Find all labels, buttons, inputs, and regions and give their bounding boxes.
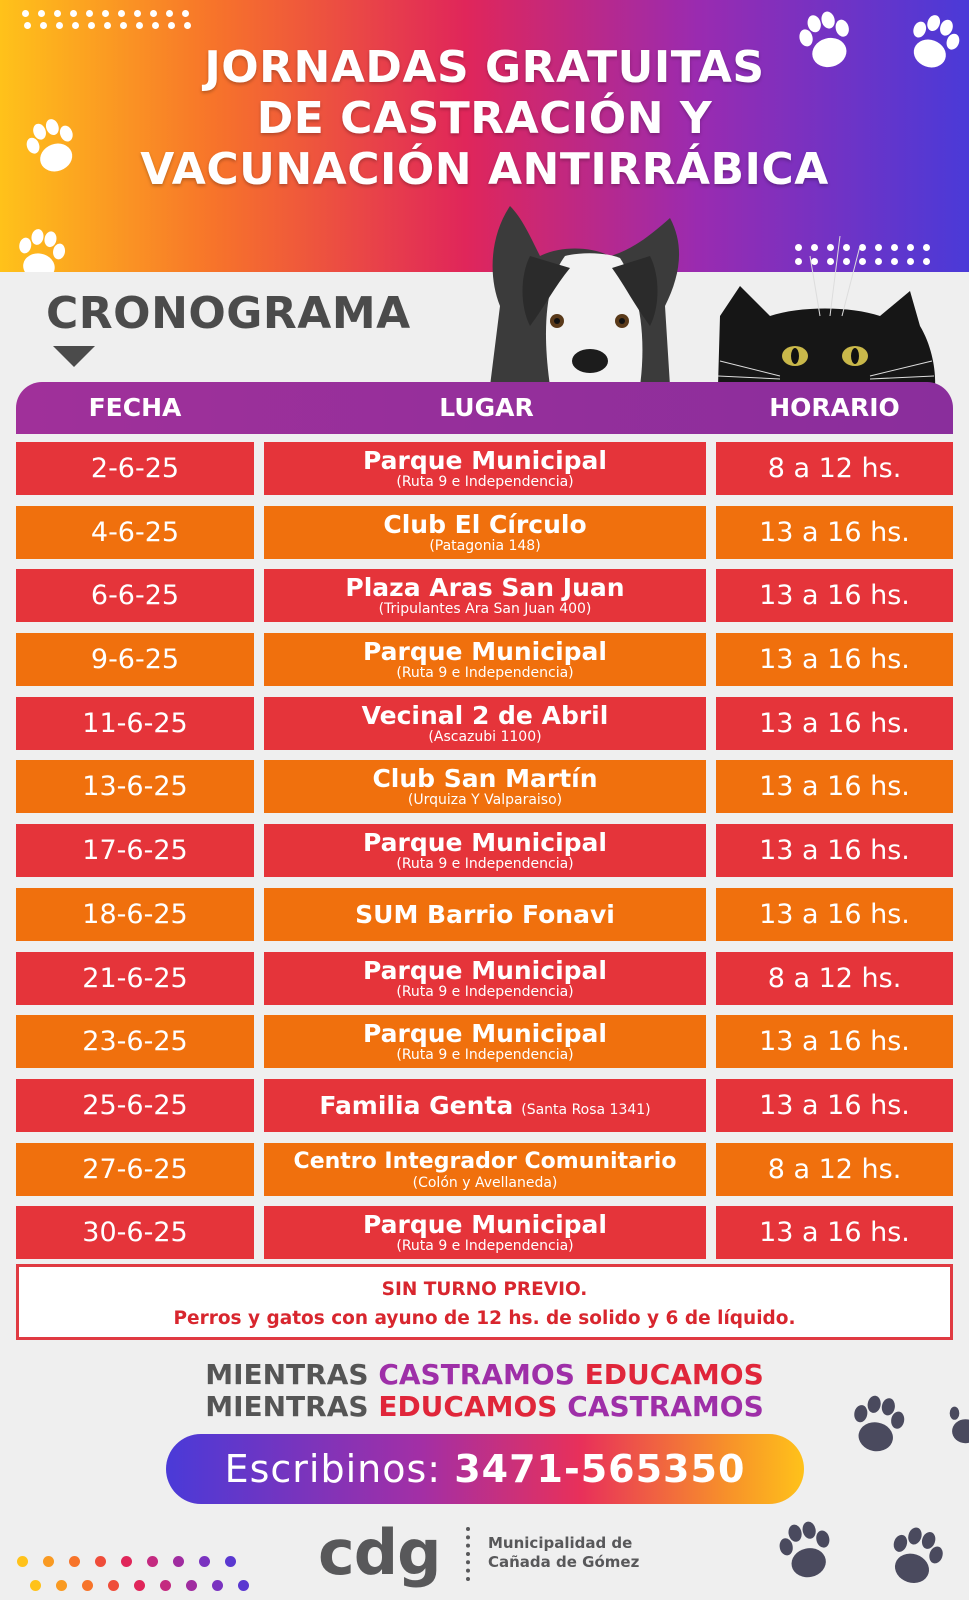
- table-row: [16, 569, 953, 622]
- municipality-line: Municipalidad de: [488, 1534, 633, 1552]
- cell-lugar: [264, 760, 706, 813]
- dog-and-cat-illustration: [470, 196, 940, 386]
- slogan-word: EDUCAMOS: [378, 1390, 558, 1423]
- cell-horario: 13 a 16 hs.: [716, 1015, 953, 1068]
- table-row: [16, 442, 953, 495]
- cell-lugar: [264, 1079, 706, 1132]
- cell-lugar: [264, 888, 706, 941]
- cdg-logo: cdg: [318, 1516, 441, 1589]
- cell-fecha: 17-6-25: [16, 824, 254, 877]
- table-row: [16, 1015, 953, 1068]
- municipality-line: Cañada de Gómez: [488, 1553, 640, 1571]
- place-address: (Ruta 9 e Independencia): [396, 856, 574, 873]
- table-row: [16, 697, 953, 750]
- cell-lugar: [264, 442, 706, 495]
- cell-lugar: [264, 697, 706, 750]
- place-address: (Colón y Avellaneda): [412, 1174, 558, 1191]
- column-header-fecha: FECHA: [88, 393, 182, 422]
- place-name: Parque Municipal: [363, 1019, 607, 1049]
- table-row: [16, 1079, 953, 1132]
- place-address: (Urquiza Y Valparaiso): [407, 792, 563, 809]
- cell-lugar: [264, 952, 706, 1005]
- municipality-name: [488, 1534, 639, 1572]
- slogan-line: [0, 1391, 969, 1423]
- table-row: [16, 633, 953, 686]
- title-line: VACUNACIÓN ANTIRRÁBICA: [140, 144, 829, 195]
- place-name: Parque Municipal: [363, 637, 607, 667]
- place-name: Club San Martín: [372, 764, 598, 794]
- place-name: Plaza Aras San Juan: [345, 573, 625, 603]
- place-inline: [319, 1092, 650, 1119]
- cell-lugar: [264, 633, 706, 686]
- place-address: (Ruta 9 e Independencia): [396, 1238, 574, 1255]
- table-row: [16, 888, 953, 941]
- cell-fecha: 23-6-25: [16, 1015, 254, 1068]
- cell-horario: 13 a 16 hs.: [716, 697, 953, 750]
- cell-horario: 13 a 16 hs.: [716, 888, 953, 941]
- cell-horario: 8 a 12 hs.: [716, 1143, 953, 1196]
- cell-horario: 13 a 16 hs.: [716, 824, 953, 877]
- triangle-down-icon: [53, 346, 95, 367]
- section-title: CRONOGRAMA: [46, 288, 411, 339]
- place-name: Vecinal 2 de Abril: [361, 700, 609, 730]
- cell-fecha: 21-6-25: [16, 952, 254, 1005]
- paw-icon: [940, 1394, 969, 1454]
- cell-horario: 8 a 12 hs.: [716, 952, 953, 1005]
- place-name: Club El Círculo: [383, 509, 587, 539]
- cell-horario: 8 a 12 hs.: [716, 442, 953, 495]
- slogan-word: CASTRAMOS: [567, 1390, 764, 1423]
- place-address: (Santa Rosa 1341): [521, 1101, 651, 1118]
- table-row: [16, 952, 953, 1005]
- slogan-word: EDUCAMOS: [584, 1358, 764, 1391]
- cell-fecha: 4-6-25: [16, 506, 254, 559]
- cell-fecha: 18-6-25: [16, 888, 254, 941]
- place-address: (Patagonia 148): [429, 537, 541, 554]
- schedule-table-body: [16, 442, 953, 1270]
- title-line: DE CASTRACIÓN Y: [256, 93, 713, 144]
- cell-horario: 13 a 16 hs.: [716, 506, 953, 559]
- cell-horario: 13 a 16 hs.: [716, 760, 953, 813]
- place-address: (Ascazubi 1100): [428, 728, 542, 745]
- slogan-word: CASTRAMOS: [378, 1358, 575, 1391]
- cell-fecha: 6-6-25: [16, 569, 254, 622]
- cell-fecha: 25-6-25: [16, 1079, 254, 1132]
- decorative-dots: [24, 22, 191, 29]
- cell-fecha: 9-6-25: [16, 633, 254, 686]
- paw-icon: [880, 1520, 952, 1592]
- table-row: [16, 824, 953, 877]
- place-name: Centro Integrador Comunitario: [293, 1148, 677, 1174]
- cell-fecha: 11-6-25: [16, 697, 254, 750]
- place-name: Parque Municipal: [363, 955, 607, 985]
- cell-fecha: 2-6-25: [16, 442, 254, 495]
- place-address: (Ruta 9 e Independencia): [396, 474, 574, 490]
- paw-icon: [8, 222, 74, 272]
- column-header-lugar: LUGAR: [439, 393, 534, 422]
- column-header-horario: HORARIO: [769, 393, 900, 422]
- place-address: (Ruta 9 e Independencia): [396, 983, 574, 1000]
- place-name: Parque Municipal: [363, 828, 607, 858]
- cell-horario: 13 a 16 hs.: [716, 633, 953, 686]
- paw-icon: [770, 1514, 842, 1586]
- cell-fecha: 27-6-25: [16, 1143, 254, 1196]
- cell-fecha: 13-6-25: [16, 760, 254, 813]
- place-name: Familia Genta: [319, 1090, 514, 1120]
- table-row: [16, 1143, 953, 1196]
- contact-banner[interactable]: [166, 1434, 804, 1504]
- cell-lugar: [264, 1143, 706, 1196]
- cell-horario: 13 a 16 hs.: [716, 569, 953, 622]
- page-title: [0, 42, 969, 195]
- title-line: JORNADAS GRATUITAS: [204, 42, 765, 93]
- table-row: [16, 506, 953, 559]
- dog-image: [490, 206, 679, 386]
- place-address: (Ruta 9 e Independencia): [396, 1047, 574, 1064]
- cat-image: [718, 236, 935, 386]
- place-name: Parque Municipal: [363, 446, 607, 475]
- place-name: SUM Barrio Fonavi: [355, 899, 615, 929]
- slogan-line: [0, 1359, 969, 1391]
- slogan: [0, 1359, 969, 1423]
- slogan-word: MIENTRAS: [205, 1358, 369, 1391]
- slogan-word: MIENTRAS: [205, 1390, 369, 1423]
- cell-fecha: 30-6-25: [16, 1206, 254, 1259]
- cell-lugar: [264, 824, 706, 877]
- table-row: [16, 760, 953, 813]
- notice-line: SIN TURNO PREVIO.: [381, 1279, 588, 1300]
- decorative-dots: [22, 10, 189, 17]
- cell-lugar: [264, 1206, 706, 1259]
- place-address: (Ruta 9 e Independencia): [396, 665, 574, 682]
- cell-lugar: [264, 506, 706, 559]
- cell-lugar: [264, 569, 706, 622]
- place-address: (Tripulantes Ara San Juan 400): [378, 601, 592, 618]
- place-name: Parque Municipal: [363, 1210, 607, 1240]
- paw-icon: [842, 1388, 914, 1460]
- table-row: [16, 1206, 953, 1259]
- notice-line: Perros y gatos con ayuno de 12 hs. de solido y 6 de líquido.: [173, 1308, 796, 1329]
- schedule-table-header: [16, 382, 953, 434]
- notice-box: [16, 1264, 953, 1340]
- contact-label: Escribinos:: [224, 1447, 442, 1491]
- cell-lugar: [264, 1015, 706, 1068]
- logo-divider: [466, 1527, 470, 1581]
- cell-horario: 13 a 16 hs.: [716, 1079, 953, 1132]
- cell-horario: 13 a 16 hs.: [716, 1206, 953, 1259]
- phone-number[interactable]: 3471-565350: [454, 1447, 746, 1491]
